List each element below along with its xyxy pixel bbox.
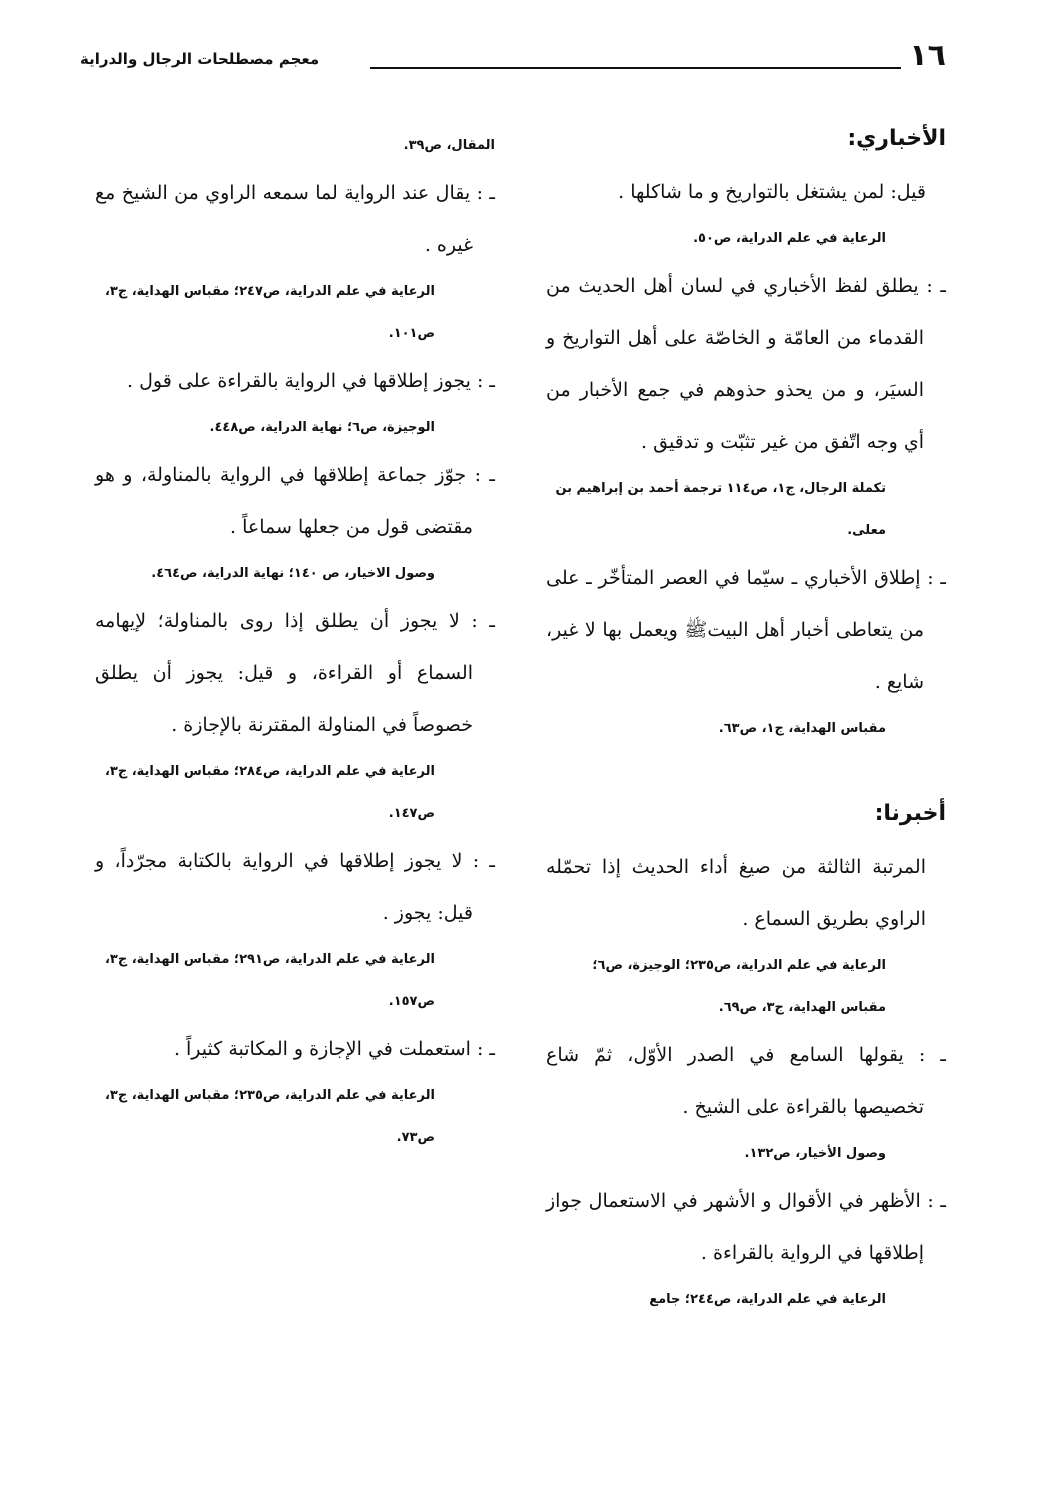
definition-text: ـ : يجوز إطلاقها في الرواية بالقراءة على قول . bbox=[127, 370, 495, 392]
source-reference: الرعاية في علم الدراية، ص٢٤٧؛ مقباس الهداية، ج٣، ص١٠١. bbox=[104, 284, 435, 341]
entry-title-akhbarana: أخبرنا: bbox=[874, 801, 946, 826]
definition-text: ـ : لا يجوز أن يطلق إذا روى بالمناولة؛ لإيهامه السماع أو القراءة، و قيل: يجوز أن يطلق خصوصاً في المناولة المقترنة بالإجازة . bbox=[95, 610, 495, 736]
entry-title-akhbari: الأخباري: bbox=[847, 126, 946, 151]
definition-text: ـ : الأظهر في الأقوال و الأشهر في الاستعمال جواز إطلاقها في الرواية بالقراءة . bbox=[546, 1190, 946, 1264]
right-column bbox=[546, 120, 946, 1321]
source-reference: الرعاية في علم الدراية، ص٢٩١؛ مقباس الهداية، ج٣، ص١٥٧. bbox=[104, 952, 435, 1009]
page-header bbox=[80, 40, 946, 80]
definition-text: ـ : استعملت في الإجازة و المكاتبة كثيراً . bbox=[173, 1038, 495, 1060]
definition-text: ـ : يقولها السامع في الصدر الأوّل، ثمّ شاع تخصيصها بالقراءة على الشيخ . bbox=[546, 1044, 946, 1118]
source-reference: تكملة الرجال، ج١، ص١١٤ ترجمة أحمد بن إبراهيم بن معلى. bbox=[555, 481, 886, 538]
definition-text: ـ : جوّز جماعة إطلاقها في الرواية بالمناولة، و هو مقتضى قول من جعلها سماعاً . bbox=[95, 464, 495, 538]
source-reference: الرعاية في علم الدراية، ص٢٣٥؛ مقباس الهداية، ج٣، ص٧٣. bbox=[104, 1088, 435, 1145]
source-reference: الرعاية في علم الدراية، ص٢٤٤؛ جامع bbox=[649, 1292, 886, 1307]
definition-text: ـ : لا يجوز إطلاقها في الرواية بالكتابة مجرّداً، و قيل: يجوز . bbox=[95, 850, 495, 924]
definition-text: المرتبة الثالثة من صيغ أداء الحديث إذا تحمّله الراوي بطريق السماع . bbox=[546, 856, 926, 930]
source-reference: الرعاية في علم الدراية، ص٢٨٤؛ مقباس الهداية، ج٣، ص١٤٧. bbox=[104, 764, 435, 821]
source-reference: الرعاية في علم الدراية، ص٥٠. bbox=[693, 231, 886, 246]
header-rule bbox=[370, 67, 901, 69]
definition-text: ـ : يطلق لفظ الأخباري في لسان أهل الحديث من القدماء من العامّة و الخاصّة على أهل التواريخ و السيَر، و من يحذو حذوهم في جمع الأخبار من أي وجه اتّفق من غير تثبّت و تدقيق . bbox=[546, 275, 946, 453]
definition-text: قيل: لمن يشتغل بالتواريخ و ما شاكلها . bbox=[618, 181, 926, 203]
source-reference: المقال، ص٣٩. bbox=[403, 138, 495, 153]
page-number: ١٦ bbox=[909, 38, 946, 73]
source-reference: مقباس الهداية، ج١، ص٦٣. bbox=[718, 721, 886, 736]
definition-text: ـ : إطلاق الأخباري ـ سيّما في العصر المتأخّر ـ على من يتعاطى أخبار أهل البيتﷺ ويعمل بها لا غير، شايع . bbox=[546, 567, 946, 693]
source-reference: وصول الأخيار، ص١٣٢. bbox=[744, 1146, 886, 1161]
left-column bbox=[95, 125, 495, 1159]
source-reference: الوجيزة، ص٦؛ نهاية الدراية، ص٤٤٨. bbox=[209, 420, 435, 435]
definition-text: ـ : يقال عند الرواية لما سمعه الراوي من الشيخ مع غيره . bbox=[95, 182, 495, 256]
running-title: معجم مصطلحات الرجال والدراية bbox=[80, 50, 320, 68]
source-reference: الرعاية في علم الدراية، ص٢٣٥؛ الوجيزة، ص٦؛ مقباس الهداية، ج٣، ص٦٩. bbox=[592, 958, 886, 1015]
source-reference: وصول الاخيار، ص ١٤٠؛ نهاية الدراية، ص٤٦٤. bbox=[151, 566, 435, 581]
